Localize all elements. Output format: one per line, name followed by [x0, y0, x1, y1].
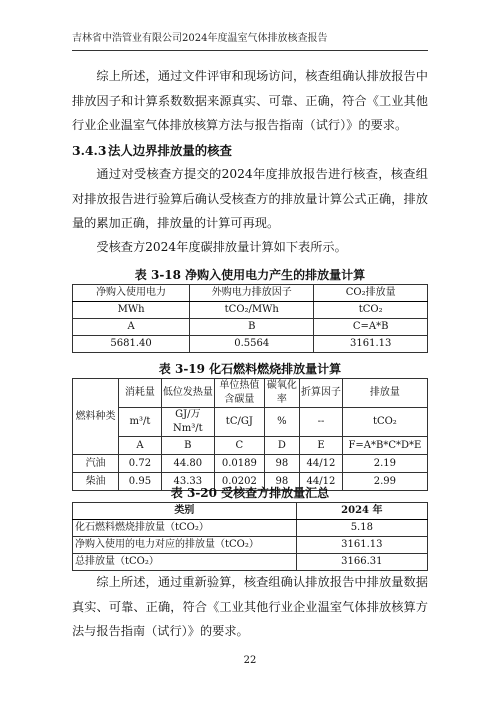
- table-header-cell: 消耗量: [119, 379, 162, 408]
- table-cell: 43.33: [161, 473, 214, 491]
- table-cell: F=A*B*C*D*E: [342, 437, 427, 455]
- table-3-20-caption: 表 3-20 受核查方排放量汇总: [170, 486, 330, 500]
- table-cell: 5681.40: [73, 336, 190, 353]
- paragraph-conclusion: 综上所述，通过重新验算，核查组确认排放报告中排放量数据真实、可靠、正确，符合《工业其他行业企业温室气体排放核算方法与报告指南（试行）》的要求。: [72, 575, 428, 638]
- table-cell: tC/GJ: [214, 408, 264, 437]
- table-cell: B: [190, 319, 314, 336]
- table-header-cell: 折算因子: [300, 379, 343, 408]
- table-header-cell: 单位热值含碳量: [214, 379, 264, 408]
- section-number: 3.4.3: [72, 143, 107, 158]
- table-row: [73, 520, 428, 537]
- table-cell: 3161.13: [314, 336, 428, 353]
- table-3-20-header-row: [73, 503, 428, 520]
- table-header-cell: 排放量: [342, 379, 427, 408]
- table-cell: 0.5564: [190, 336, 314, 353]
- table-3-19-unit-row: [73, 408, 428, 437]
- table-cell: m³/t: [119, 408, 162, 437]
- table-3-19-code-row: [73, 437, 428, 455]
- table-cell: A: [119, 437, 162, 455]
- table-cell: C=A*B: [314, 319, 428, 336]
- table-row: [73, 302, 428, 319]
- table-cell: 净购入使用的电力对应的排放量（tCO₂）: [73, 537, 297, 554]
- table-cell: 98: [264, 455, 300, 473]
- table-3-18-header-row: [73, 285, 428, 302]
- table-cell: tCO₂/MWh: [190, 302, 314, 319]
- table-3-20: [72, 502, 428, 571]
- page-header: 吉林省中浩管业有限公司2024年度温室气体排放核查报告: [72, 30, 428, 51]
- table-cell: tCO₂: [342, 408, 427, 437]
- table-cell: 44/12: [300, 455, 343, 473]
- section-title: 法人边界排放量的核查: [108, 143, 232, 158]
- table-cell: 98: [264, 473, 300, 491]
- table-row: [73, 336, 428, 353]
- table-cell: tCO₂: [314, 302, 428, 319]
- table-cell: MWh: [73, 302, 190, 319]
- table-cell: 44/12: [300, 473, 343, 491]
- fuel-type-label: 燃料种类: [73, 379, 119, 455]
- table-header-cell: 2024 年: [296, 503, 427, 520]
- table-header-cell: 净购入使用电力: [73, 285, 190, 302]
- table-header-cell: 类别: [73, 503, 297, 520]
- table-cell: 柴油: [73, 473, 119, 491]
- table-cell: B: [161, 437, 214, 455]
- table-cell: GJ/万 Nm³/t: [161, 408, 214, 437]
- table-row: [73, 455, 428, 473]
- table-3-19-header-row: [73, 379, 428, 408]
- paragraph-summary-1: 综上所述，通过文件评审和现场访问，核查组确认排放报告中排放因子和计算系数数据来源真实、可靠、正确，符合《工业其他行业企业温室气体排放核算方法与报告指南（试行）》的要求。: [72, 69, 428, 132]
- table-cell: 总排放量（tCO₂）: [73, 554, 297, 571]
- paragraph-table-intro: 受核查方2024年度碳排放量计算如下表所示。: [96, 240, 347, 254]
- table-cell: 0.95: [119, 473, 162, 491]
- table-header-cell: 碳氧化率: [264, 379, 300, 408]
- table-3-18: [72, 284, 428, 353]
- table-cell: %: [264, 408, 300, 437]
- table-cell: 0.72: [119, 455, 162, 473]
- table-cell: D: [264, 437, 300, 455]
- table-cell: 44.80: [161, 455, 214, 473]
- table-cell: --: [300, 408, 343, 437]
- table-header-cell: CO₂排放量: [314, 285, 428, 302]
- table-cell: C: [214, 437, 264, 455]
- table-cell: 0.0189: [214, 455, 264, 473]
- table-3-19-caption: 表 3-19 化石燃料燃烧排放量计算: [158, 362, 342, 376]
- table-3-19: [72, 378, 428, 491]
- table-cell: A: [73, 319, 190, 336]
- table-3-18-caption: 表 3-18 净购入使用电力产生的排放量计算: [134, 268, 366, 282]
- table-cell: 化石燃料燃烧排放量（tCO₂）: [73, 520, 297, 537]
- table-header-cell: 外购电力排放因子: [190, 285, 314, 302]
- page-number: 22: [243, 655, 257, 666]
- table-cell: 3161.13: [296, 537, 427, 554]
- paragraph-verification: 通过对受核查方提交的2024年度排放报告进行核查，核查组对排放报告进行验算后确认受核查方的排放量计算公式正确，排放量的累加正确，排放量的计算可再现。: [72, 167, 428, 230]
- table-header-cell: 低位发热量: [161, 379, 214, 408]
- table-cell: E: [300, 437, 343, 455]
- table-cell: 2.19: [342, 455, 427, 473]
- table-cell: 2.99: [342, 473, 427, 491]
- section-heading: [72, 141, 232, 159]
- table-row: [73, 537, 428, 554]
- table-cell: 5.18: [296, 520, 427, 537]
- table-cell: 3166.31: [296, 554, 427, 571]
- table-row: [73, 319, 428, 336]
- table-row: [73, 554, 428, 571]
- table-cell: 汽油: [73, 455, 119, 473]
- table-cell: 0.0202: [214, 473, 264, 491]
